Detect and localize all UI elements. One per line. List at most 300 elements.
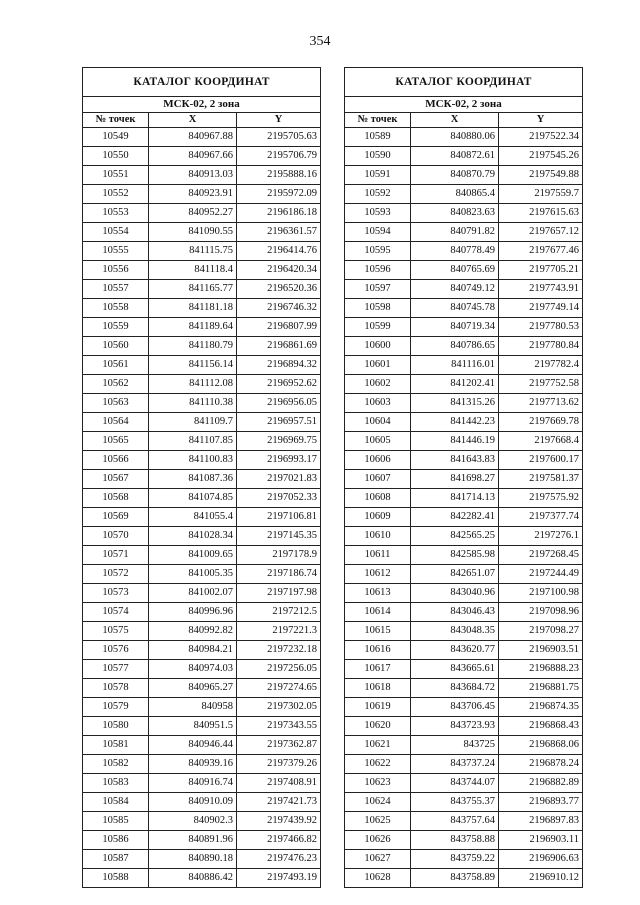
x-coordinate-cell: 841055.4 bbox=[149, 508, 237, 527]
x-coordinate-cell: 841698.27 bbox=[411, 470, 499, 489]
coordinate-system-zone: МСК-02, 2 зона bbox=[83, 97, 321, 113]
y-coordinate-cell: 2195972.09 bbox=[237, 185, 321, 204]
y-coordinate-cell: 2197705.21 bbox=[499, 261, 583, 280]
x-coordinate-cell: 840916.74 bbox=[149, 774, 237, 793]
y-coordinate-cell: 2197782.4 bbox=[499, 356, 583, 375]
x-coordinate-cell: 841107.85 bbox=[149, 432, 237, 451]
point-number-cell: 10567 bbox=[83, 470, 149, 489]
y-coordinate-cell: 2196881.75 bbox=[499, 679, 583, 698]
point-number-cell: 10549 bbox=[83, 128, 149, 147]
point-number-cell: 10570 bbox=[83, 527, 149, 546]
table-row bbox=[345, 223, 583, 242]
table-body bbox=[83, 128, 321, 888]
y-coordinate-cell: 2197178.9 bbox=[237, 546, 321, 565]
point-number-cell: 10592 bbox=[345, 185, 411, 204]
point-number-cell: 10571 bbox=[83, 546, 149, 565]
table-row bbox=[83, 603, 321, 622]
point-number-cell: 10586 bbox=[83, 831, 149, 850]
x-coordinate-cell: 843759.22 bbox=[411, 850, 499, 869]
table-body bbox=[345, 128, 583, 888]
table-row bbox=[83, 356, 321, 375]
y-coordinate-cell: 2197343.55 bbox=[237, 717, 321, 736]
y-coordinate-cell: 2197276.1 bbox=[499, 527, 583, 546]
y-coordinate-cell: 2196746.32 bbox=[237, 299, 321, 318]
table-row bbox=[345, 850, 583, 869]
y-coordinate-cell: 2196903.11 bbox=[499, 831, 583, 850]
point-number-cell: 10551 bbox=[83, 166, 149, 185]
x-coordinate-cell: 842282.41 bbox=[411, 508, 499, 527]
table-row bbox=[345, 337, 583, 356]
x-coordinate-cell: 842565.25 bbox=[411, 527, 499, 546]
table-row bbox=[83, 204, 321, 223]
point-number-cell: 10578 bbox=[83, 679, 149, 698]
point-number-cell: 10602 bbox=[345, 375, 411, 394]
table-row bbox=[345, 261, 583, 280]
point-number-cell: 10623 bbox=[345, 774, 411, 793]
point-number-cell: 10628 bbox=[345, 869, 411, 888]
table-row bbox=[345, 679, 583, 698]
point-number-cell: 10601 bbox=[345, 356, 411, 375]
y-coordinate-cell: 2196420.34 bbox=[237, 261, 321, 280]
table-row bbox=[345, 128, 583, 147]
y-coordinate-cell: 2197668.4 bbox=[499, 432, 583, 451]
x-coordinate-cell: 840902.3 bbox=[149, 812, 237, 831]
point-number-cell: 10553 bbox=[83, 204, 149, 223]
point-number-cell: 10587 bbox=[83, 850, 149, 869]
y-coordinate-cell: 2196520.36 bbox=[237, 280, 321, 299]
table-row bbox=[345, 793, 583, 812]
y-coordinate-cell: 2196910.12 bbox=[499, 869, 583, 888]
table-row bbox=[83, 223, 321, 242]
x-coordinate-cell: 840965.27 bbox=[149, 679, 237, 698]
x-coordinate-cell: 843737.24 bbox=[411, 755, 499, 774]
y-coordinate-cell: 2197522.34 bbox=[499, 128, 583, 147]
table-row bbox=[83, 261, 321, 280]
x-coordinate-cell: 841009.65 bbox=[149, 546, 237, 565]
point-number-cell: 10618 bbox=[345, 679, 411, 698]
point-number-cell: 10599 bbox=[345, 318, 411, 337]
point-number-cell: 10590 bbox=[345, 147, 411, 166]
point-number-cell: 10554 bbox=[83, 223, 149, 242]
point-number-cell: 10564 bbox=[83, 413, 149, 432]
point-number-cell: 10608 bbox=[345, 489, 411, 508]
y-coordinate-cell: 2197302.05 bbox=[237, 698, 321, 717]
point-number-cell: 10580 bbox=[83, 717, 149, 736]
table-row bbox=[83, 508, 321, 527]
point-number-cell: 10591 bbox=[345, 166, 411, 185]
x-coordinate-cell: 843758.88 bbox=[411, 831, 499, 850]
column-header-y: Y bbox=[237, 113, 321, 128]
point-number-cell: 10561 bbox=[83, 356, 149, 375]
point-number-cell: 10583 bbox=[83, 774, 149, 793]
y-coordinate-cell: 2196874.35 bbox=[499, 698, 583, 717]
coordinate-catalog-right bbox=[344, 67, 583, 888]
table-row bbox=[83, 394, 321, 413]
y-coordinate-cell: 2197232.18 bbox=[237, 641, 321, 660]
y-coordinate-cell: 2197212.5 bbox=[237, 603, 321, 622]
table-row bbox=[83, 679, 321, 698]
x-coordinate-cell: 841446.19 bbox=[411, 432, 499, 451]
x-coordinate-cell: 840913.03 bbox=[149, 166, 237, 185]
x-coordinate-cell: 843620.77 bbox=[411, 641, 499, 660]
table-row bbox=[345, 489, 583, 508]
y-coordinate-cell: 2197362.87 bbox=[237, 736, 321, 755]
point-number-cell: 10558 bbox=[83, 299, 149, 318]
x-coordinate-cell: 840939.16 bbox=[149, 755, 237, 774]
x-coordinate-cell: 843725 bbox=[411, 736, 499, 755]
y-coordinate-cell: 2197669.78 bbox=[499, 413, 583, 432]
point-number-cell: 10566 bbox=[83, 451, 149, 470]
x-coordinate-cell: 840865.4 bbox=[411, 185, 499, 204]
y-coordinate-cell: 2197749.14 bbox=[499, 299, 583, 318]
point-number-cell: 10625 bbox=[345, 812, 411, 831]
y-coordinate-cell: 2197021.83 bbox=[237, 470, 321, 489]
y-coordinate-cell: 2196894.32 bbox=[237, 356, 321, 375]
x-coordinate-cell: 841116.01 bbox=[411, 356, 499, 375]
point-number-cell: 10581 bbox=[83, 736, 149, 755]
y-coordinate-cell: 2196993.17 bbox=[237, 451, 321, 470]
x-coordinate-cell: 840910.09 bbox=[149, 793, 237, 812]
x-coordinate-cell: 840952.27 bbox=[149, 204, 237, 223]
y-coordinate-cell: 2197221.3 bbox=[237, 622, 321, 641]
point-number-cell: 10617 bbox=[345, 660, 411, 679]
point-number-cell: 10557 bbox=[83, 280, 149, 299]
point-number-cell: 10604 bbox=[345, 413, 411, 432]
y-coordinate-cell: 2197145.35 bbox=[237, 527, 321, 546]
y-coordinate-cell: 2197197.98 bbox=[237, 584, 321, 603]
catalog-title: КАТАЛОГ КООРДИНАТ bbox=[83, 68, 321, 97]
x-coordinate-cell: 843048.35 bbox=[411, 622, 499, 641]
x-coordinate-cell: 843046.43 bbox=[411, 603, 499, 622]
point-number-cell: 10585 bbox=[83, 812, 149, 831]
table-row bbox=[345, 166, 583, 185]
table-row bbox=[345, 660, 583, 679]
table-row bbox=[345, 299, 583, 318]
table-row bbox=[83, 546, 321, 565]
point-number-cell: 10620 bbox=[345, 717, 411, 736]
point-number-cell: 10607 bbox=[345, 470, 411, 489]
table-row bbox=[83, 736, 321, 755]
point-number-cell: 10619 bbox=[345, 698, 411, 717]
x-coordinate-cell: 841118.4 bbox=[149, 261, 237, 280]
table-row bbox=[345, 641, 583, 660]
point-number-cell: 10574 bbox=[83, 603, 149, 622]
point-number-cell: 10555 bbox=[83, 242, 149, 261]
table-row bbox=[345, 147, 583, 166]
y-coordinate-cell: 2197780.53 bbox=[499, 318, 583, 337]
table-row bbox=[345, 432, 583, 451]
x-coordinate-cell: 840967.88 bbox=[149, 128, 237, 147]
table-row bbox=[83, 850, 321, 869]
point-number-cell: 10588 bbox=[83, 869, 149, 888]
y-coordinate-cell: 2196956.05 bbox=[237, 394, 321, 413]
y-coordinate-cell: 2197677.46 bbox=[499, 242, 583, 261]
y-coordinate-cell: 2196878.24 bbox=[499, 755, 583, 774]
x-coordinate-cell: 841115.75 bbox=[149, 242, 237, 261]
table-row bbox=[83, 242, 321, 261]
table-row bbox=[83, 584, 321, 603]
table-row bbox=[345, 736, 583, 755]
x-coordinate-cell: 840951.5 bbox=[149, 717, 237, 736]
x-coordinate-cell: 841110.38 bbox=[149, 394, 237, 413]
y-coordinate-cell: 2195705.63 bbox=[237, 128, 321, 147]
y-coordinate-cell: 2197421.73 bbox=[237, 793, 321, 812]
y-coordinate-cell: 2197549.88 bbox=[499, 166, 583, 185]
x-coordinate-cell: 840719.34 bbox=[411, 318, 499, 337]
x-coordinate-cell: 843706.45 bbox=[411, 698, 499, 717]
x-coordinate-cell: 840984.21 bbox=[149, 641, 237, 660]
table-row bbox=[83, 755, 321, 774]
x-coordinate-cell: 840891.96 bbox=[149, 831, 237, 850]
x-coordinate-cell: 841005.35 bbox=[149, 565, 237, 584]
y-coordinate-cell: 2196969.75 bbox=[237, 432, 321, 451]
table-row bbox=[83, 565, 321, 584]
y-coordinate-cell: 2197100.98 bbox=[499, 584, 583, 603]
point-number-cell: 10595 bbox=[345, 242, 411, 261]
x-coordinate-cell: 841112.08 bbox=[149, 375, 237, 394]
x-coordinate-cell: 840886.42 bbox=[149, 869, 237, 888]
y-coordinate-cell: 2197600.17 bbox=[499, 451, 583, 470]
y-coordinate-cell: 2197106.81 bbox=[237, 508, 321, 527]
x-coordinate-cell: 840765.69 bbox=[411, 261, 499, 280]
table-row bbox=[83, 147, 321, 166]
x-coordinate-cell: 840890.18 bbox=[149, 850, 237, 869]
y-coordinate-cell: 2195888.16 bbox=[237, 166, 321, 185]
x-coordinate-cell: 843755.37 bbox=[411, 793, 499, 812]
point-number-cell: 10552 bbox=[83, 185, 149, 204]
y-coordinate-cell: 2197377.74 bbox=[499, 508, 583, 527]
x-coordinate-cell: 840778.49 bbox=[411, 242, 499, 261]
table-row bbox=[83, 793, 321, 812]
table-row bbox=[345, 717, 583, 736]
table-row bbox=[83, 527, 321, 546]
table-row bbox=[83, 622, 321, 641]
table-row bbox=[83, 470, 321, 489]
x-coordinate-cell: 843744.07 bbox=[411, 774, 499, 793]
y-coordinate-cell: 2197743.91 bbox=[499, 280, 583, 299]
y-coordinate-cell: 2197493.19 bbox=[237, 869, 321, 888]
x-coordinate-cell: 840749.12 bbox=[411, 280, 499, 299]
point-number-cell: 10615 bbox=[345, 622, 411, 641]
column-header-y: Y bbox=[499, 113, 583, 128]
table-row bbox=[83, 774, 321, 793]
coordinate-catalog-left bbox=[82, 67, 321, 888]
table-row bbox=[345, 242, 583, 261]
table-row bbox=[83, 812, 321, 831]
table-row bbox=[345, 755, 583, 774]
column-header-x: X bbox=[149, 113, 237, 128]
table-row bbox=[345, 565, 583, 584]
table-row bbox=[345, 508, 583, 527]
point-number-cell: 10562 bbox=[83, 375, 149, 394]
table-row bbox=[83, 717, 321, 736]
point-number-cell: 10612 bbox=[345, 565, 411, 584]
point-number-cell: 10624 bbox=[345, 793, 411, 812]
table-row bbox=[345, 470, 583, 489]
y-coordinate-cell: 2197186.74 bbox=[237, 565, 321, 584]
point-number-cell: 10603 bbox=[345, 394, 411, 413]
y-coordinate-cell: 2196186.18 bbox=[237, 204, 321, 223]
catalog-title: КАТАЛОГ КООРДИНАТ bbox=[345, 68, 583, 97]
x-coordinate-cell: 841156.14 bbox=[149, 356, 237, 375]
x-coordinate-cell: 841315.26 bbox=[411, 394, 499, 413]
y-coordinate-cell: 2196807.99 bbox=[237, 318, 321, 337]
point-number-cell: 10569 bbox=[83, 508, 149, 527]
table-row bbox=[83, 280, 321, 299]
table-row bbox=[83, 299, 321, 318]
point-number-cell: 10622 bbox=[345, 755, 411, 774]
table-row bbox=[345, 622, 583, 641]
x-coordinate-cell: 841100.83 bbox=[149, 451, 237, 470]
x-coordinate-cell: 843723.93 bbox=[411, 717, 499, 736]
x-coordinate-cell: 840870.79 bbox=[411, 166, 499, 185]
x-coordinate-cell: 841189.64 bbox=[149, 318, 237, 337]
table-row bbox=[83, 831, 321, 850]
table-row bbox=[345, 356, 583, 375]
y-coordinate-cell: 2196414.76 bbox=[237, 242, 321, 261]
point-number-cell: 10582 bbox=[83, 755, 149, 774]
y-coordinate-cell: 2197657.12 bbox=[499, 223, 583, 242]
x-coordinate-cell: 843684.72 bbox=[411, 679, 499, 698]
table-row bbox=[83, 337, 321, 356]
point-number-cell: 10598 bbox=[345, 299, 411, 318]
table-row bbox=[83, 128, 321, 147]
point-number-cell: 10576 bbox=[83, 641, 149, 660]
y-coordinate-cell: 2196882.89 bbox=[499, 774, 583, 793]
y-coordinate-cell: 2197439.92 bbox=[237, 812, 321, 831]
point-number-cell: 10556 bbox=[83, 261, 149, 280]
x-coordinate-cell: 842651.07 bbox=[411, 565, 499, 584]
x-coordinate-cell: 843757.64 bbox=[411, 812, 499, 831]
y-coordinate-cell: 2196868.43 bbox=[499, 717, 583, 736]
table-row bbox=[345, 204, 583, 223]
table-row bbox=[345, 413, 583, 432]
x-coordinate-cell: 840745.78 bbox=[411, 299, 499, 318]
table-row bbox=[83, 660, 321, 679]
point-number-cell: 10563 bbox=[83, 394, 149, 413]
table-row bbox=[83, 166, 321, 185]
page-number: 354 bbox=[309, 34, 331, 49]
x-coordinate-cell: 843040.96 bbox=[411, 584, 499, 603]
y-coordinate-cell: 2197713.62 bbox=[499, 394, 583, 413]
x-coordinate-cell: 841202.41 bbox=[411, 375, 499, 394]
table-row bbox=[345, 375, 583, 394]
y-coordinate-cell: 2195706.79 bbox=[237, 147, 321, 166]
y-coordinate-cell: 2196906.63 bbox=[499, 850, 583, 869]
x-coordinate-cell: 840967.66 bbox=[149, 147, 237, 166]
table-row bbox=[345, 527, 583, 546]
y-coordinate-cell: 2197466.82 bbox=[237, 831, 321, 850]
y-coordinate-cell: 2197244.49 bbox=[499, 565, 583, 584]
point-number-cell: 10550 bbox=[83, 147, 149, 166]
y-coordinate-cell: 2196861.69 bbox=[237, 337, 321, 356]
table-row bbox=[83, 641, 321, 660]
point-number-cell: 10611 bbox=[345, 546, 411, 565]
y-coordinate-cell: 2197098.27 bbox=[499, 622, 583, 641]
x-coordinate-cell: 841643.83 bbox=[411, 451, 499, 470]
table-row bbox=[345, 603, 583, 622]
point-number-cell: 10605 bbox=[345, 432, 411, 451]
x-coordinate-cell: 841090.55 bbox=[149, 223, 237, 242]
x-coordinate-cell: 842585.98 bbox=[411, 546, 499, 565]
table-row bbox=[83, 432, 321, 451]
x-coordinate-cell: 840823.63 bbox=[411, 204, 499, 223]
y-coordinate-cell: 2197274.65 bbox=[237, 679, 321, 698]
point-number-cell: 10600 bbox=[345, 337, 411, 356]
point-number-cell: 10596 bbox=[345, 261, 411, 280]
table-row bbox=[83, 489, 321, 508]
point-number-cell: 10626 bbox=[345, 831, 411, 850]
x-coordinate-cell: 840923.91 bbox=[149, 185, 237, 204]
x-coordinate-cell: 840996.96 bbox=[149, 603, 237, 622]
table-row bbox=[83, 869, 321, 888]
table-row bbox=[83, 451, 321, 470]
table-row bbox=[345, 812, 583, 831]
x-coordinate-cell: 841028.34 bbox=[149, 527, 237, 546]
y-coordinate-cell: 2196868.06 bbox=[499, 736, 583, 755]
column-header-point-number: № точек bbox=[83, 113, 149, 128]
x-coordinate-cell: 843758.89 bbox=[411, 869, 499, 888]
x-coordinate-cell: 841074.85 bbox=[149, 489, 237, 508]
point-number-cell: 10594 bbox=[345, 223, 411, 242]
x-coordinate-cell: 840992.82 bbox=[149, 622, 237, 641]
y-coordinate-cell: 2196361.57 bbox=[237, 223, 321, 242]
y-coordinate-cell: 2197545.26 bbox=[499, 147, 583, 166]
point-number-cell: 10621 bbox=[345, 736, 411, 755]
point-number-cell: 10559 bbox=[83, 318, 149, 337]
table-row bbox=[345, 584, 583, 603]
point-number-cell: 10616 bbox=[345, 641, 411, 660]
y-coordinate-cell: 2197408.91 bbox=[237, 774, 321, 793]
table-row bbox=[83, 698, 321, 717]
point-number-cell: 10606 bbox=[345, 451, 411, 470]
x-coordinate-cell: 841109.7 bbox=[149, 413, 237, 432]
y-coordinate-cell: 2197581.37 bbox=[499, 470, 583, 489]
x-coordinate-cell: 841180.79 bbox=[149, 337, 237, 356]
y-coordinate-cell: 2197052.33 bbox=[237, 489, 321, 508]
point-number-cell: 10589 bbox=[345, 128, 411, 147]
table-row bbox=[83, 318, 321, 337]
y-coordinate-cell: 2197780.84 bbox=[499, 337, 583, 356]
table-row bbox=[345, 394, 583, 413]
table-row bbox=[345, 546, 583, 565]
table-row bbox=[83, 413, 321, 432]
point-number-cell: 10610 bbox=[345, 527, 411, 546]
table-row bbox=[345, 831, 583, 850]
table-row bbox=[345, 185, 583, 204]
x-coordinate-cell: 840946.44 bbox=[149, 736, 237, 755]
x-coordinate-cell: 840880.06 bbox=[411, 128, 499, 147]
point-number-cell: 10584 bbox=[83, 793, 149, 812]
x-coordinate-cell: 840958 bbox=[149, 698, 237, 717]
point-number-cell: 10627 bbox=[345, 850, 411, 869]
x-coordinate-cell: 840872.61 bbox=[411, 147, 499, 166]
x-coordinate-cell: 841181.18 bbox=[149, 299, 237, 318]
y-coordinate-cell: 2197379.26 bbox=[237, 755, 321, 774]
y-coordinate-cell: 2197752.58 bbox=[499, 375, 583, 394]
x-coordinate-cell: 843665.61 bbox=[411, 660, 499, 679]
point-number-cell: 10613 bbox=[345, 584, 411, 603]
point-number-cell: 10577 bbox=[83, 660, 149, 679]
point-number-cell: 10575 bbox=[83, 622, 149, 641]
y-coordinate-cell: 2197268.45 bbox=[499, 546, 583, 565]
x-coordinate-cell: 841714.13 bbox=[411, 489, 499, 508]
point-number-cell: 10572 bbox=[83, 565, 149, 584]
point-number-cell: 10614 bbox=[345, 603, 411, 622]
table-row bbox=[83, 185, 321, 204]
table-row bbox=[83, 375, 321, 394]
table-row bbox=[345, 698, 583, 717]
